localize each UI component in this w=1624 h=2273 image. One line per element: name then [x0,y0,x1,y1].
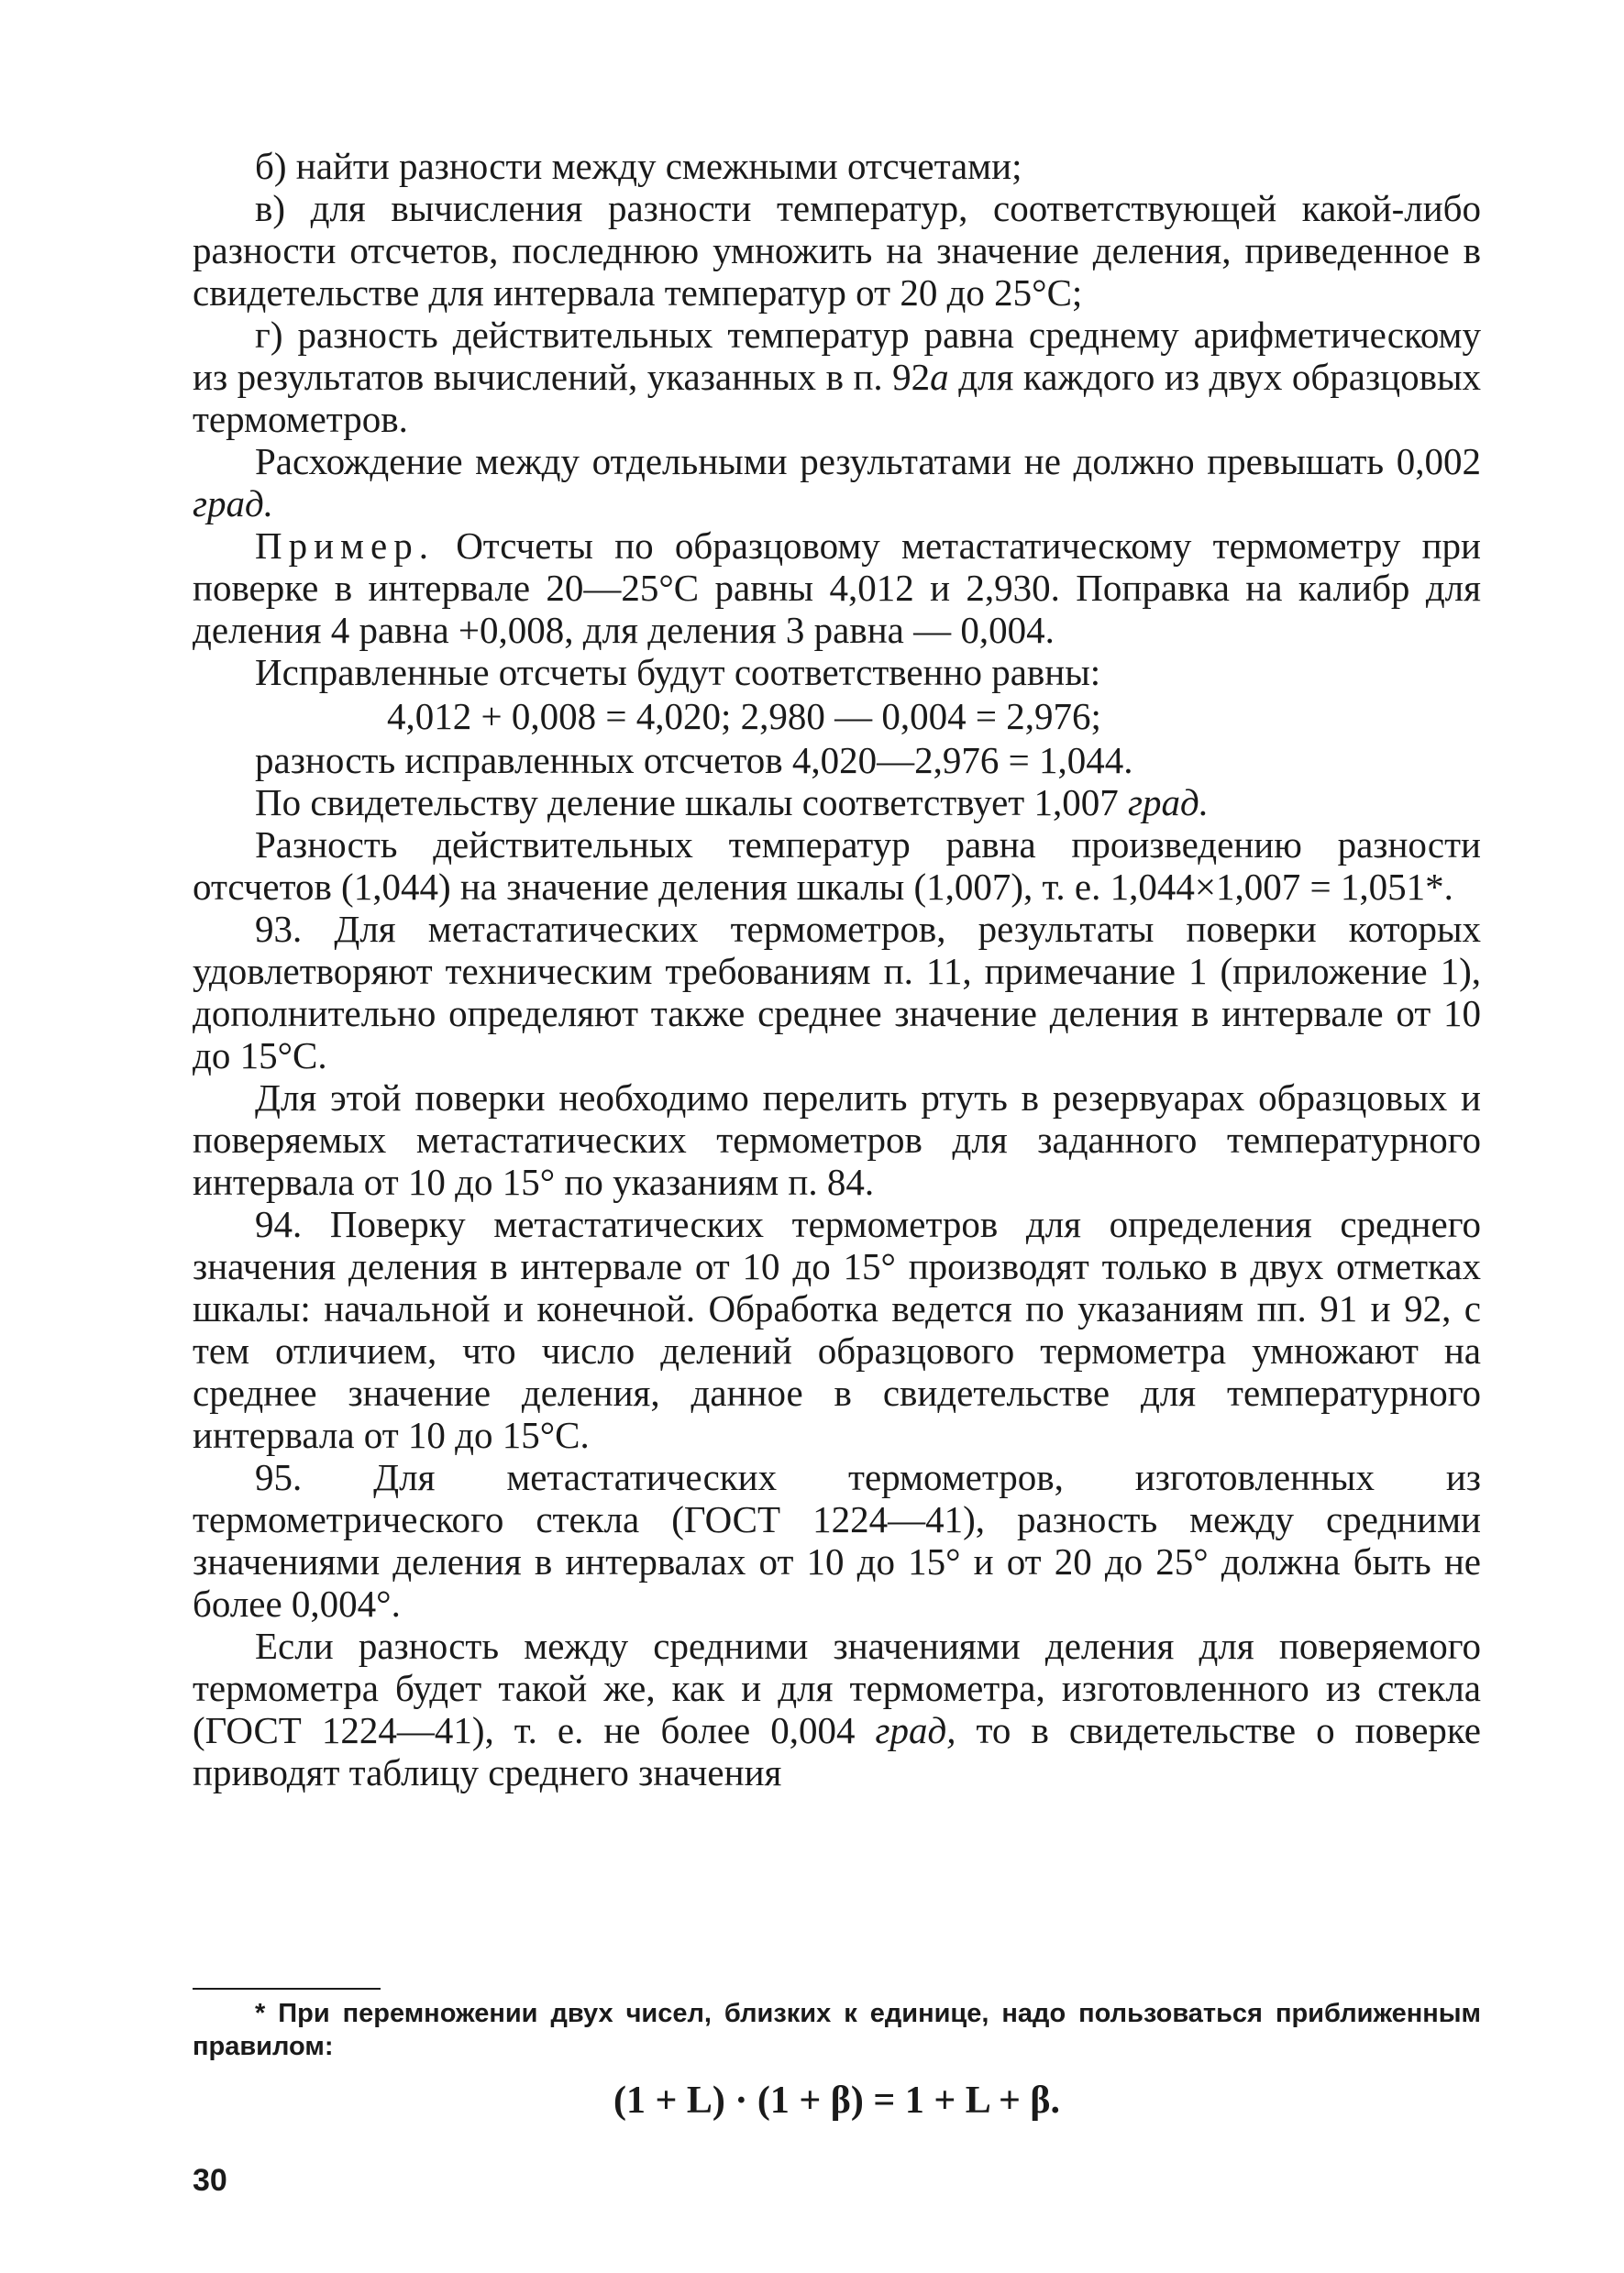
paragraph-if-difference-end: то в свидетельстве о поверке приводят таблицу среднего значения [193,1709,1481,1793]
paragraph-certificate [193,781,1481,823]
footnote-formula: (1 + L) · (1 + β) = 1 + L + β. [613,2080,1061,2122]
paragraph-corrected: Исправленные отсчеты будут соответственно равны: [255,651,1101,693]
paragraph-g-text: г) разность действительных температур равна среднему арифметическому из результатов вычислений, указанных в п. 92 [193,314,1481,398]
paragraph-difference: разность исправленных отсчетов 4,020—2,976 = 1,044. [255,739,1133,781]
paragraph-94: 94. Поверку метастатических термометров для определения среднего значения деления в интервале от 10 до 15° производят только в двух отметках шкалы: начальной и конечной. Обработка ведется по указаниям пп. 91 и 92, с тем отличием, что число делений образцового термометра умножают на среднее значение деления, данное в свидетельстве для температурного интервала от 10 до 15°С. [193,1203,1481,1456]
unit-grad-3: град, [875,1709,956,1751]
paragraph-product: Разность действительных температур равна произведению разности отсчетов (1,044) на значение деления шкалы (1,007), т. е. 1,044×1,007 = 1,051*. [193,823,1481,908]
paragraph-95: 95. Для метастатических термометров, изготовленных из термометрического стекла (ГОСТ 1224—41), разность между средними значениями деления в интервалах от 10 до 15° и от 20 до 25° должна быть не более 0,004°. [193,1456,1481,1625]
paragraph-g-text-end: для каждого из двух образцовых термометров. [193,356,1482,440]
paragraph-discrepancy-text: Расхождение между отдельными результатами не должно превышать 0,002 [255,440,1481,482]
paragraph-g-letter: а [930,356,949,398]
paragraph-mercury: Для этой поверки необходимо перелить ртуть в резервуарах образцовых и поверяемых метастатических термометров для заданного температурного интервала от 10 до 15° по указаниям п. 84. [193,1076,1481,1203]
paragraph-if-difference-text: Если разность между средними значениями деления для поверяемого термометра будет такой же, как и для термометра, изготовленного из стекла (ГОСТ 1224—41), т. е. не более 0,004 [193,1625,1481,1751]
footnote-divider [193,1988,381,1990]
paragraph-certificate-text: По свидетельству деление шкалы соответствует 1,007 [255,781,1128,823]
paragraph-b: б) найти разности между смежными отсчетами; [255,145,1022,187]
paragraph-g [193,314,1481,440]
page-number: 30 [193,2163,227,2198]
example-text: Отсчеты по образцовому метастатическому термометру при поверке в интервале 20—25°С равны 4,012 и 2,930. Поправка на калибр для деления 4 равна +0,008, для деления 3 равна — 0,004. [193,524,1481,651]
paragraph-93: 93. Для метастатических термометров, результаты поверки которых удовлетворяют техническим требованиям п. 11, примечание 1 (приложение 1), дополнительно определяют также среднее значение деления в интервале от 10 до 15°С. [193,908,1481,1076]
paragraph-example [193,524,1481,651]
corrected-readings-formula: 4,012 + 0,008 = 4,020; 2,980 — 0,004 = 2,976; [387,695,1101,737]
example-label: Пример. [255,524,435,567]
document-page [193,145,1481,2217]
unit-grad-2: град. [1127,781,1209,823]
paragraph-discrepancy [193,440,1481,524]
paragraph-if-difference [193,1625,1481,1793]
unit-grad: град. [193,482,273,524]
body-text [193,145,1481,1793]
paragraph-v: в) для вычисления разности температур, соответствующей какой-либо разности отсчетов, последнюю умножить на значение деления, приведенное в свидетельстве для интервала температур от 20 до 25°С; [193,187,1481,314]
footnote: * При перемножении двух чисел, близких к единице, надо пользоваться приближенным правилом: [193,1999,1481,2061]
